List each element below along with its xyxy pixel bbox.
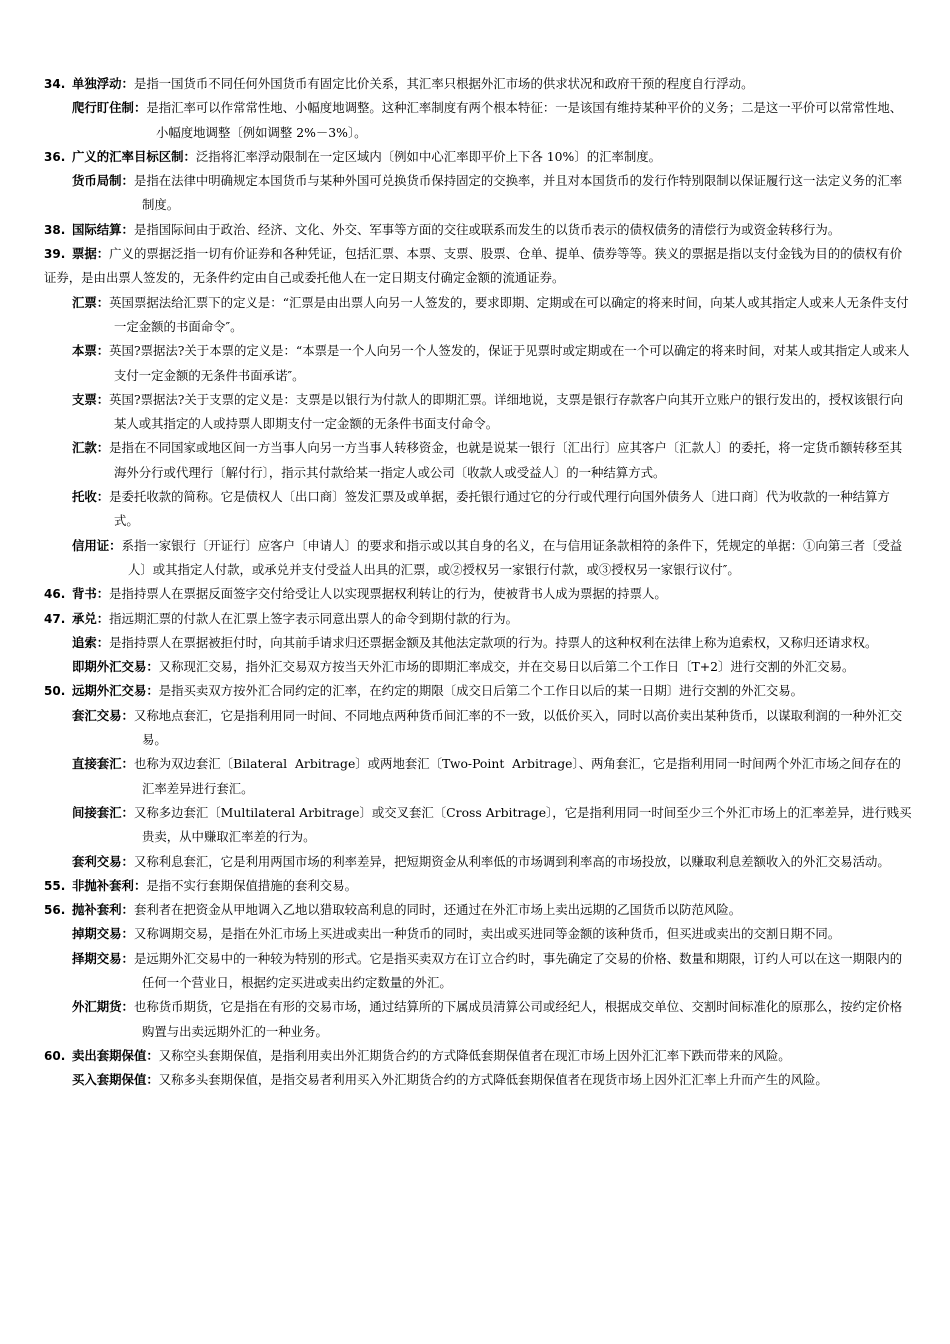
- entry-term: 非抛补套利：: [72, 877, 147, 893]
- entry-definition: 又称现汇交易，指外汇交易双方按当天外汇市场的即期汇率成交，并在交易日以后第二个工作日〔T+2〕进行交割的外汇交易。: [158, 659, 855, 675]
- entry-definition: 英国票据法给汇票下的定义是：“汇票是由出票人向另一人签发的，要求即期、定期或在可以确定的将来时间，向某人或其指定人或来人无条件支付一定金额的书面命令″。: [109, 294, 909, 334]
- entry-definition: 又称多边套汇〔Multilateral Arbitrage〕或交叉套汇〔Cross Arbitrage〕，它是指利用同一时间至少三个外汇市场上的汇率差异，进行贱买贵卖，从中赚取汇率差的行为。: [133, 804, 912, 845]
- entry-number: [44, 704, 72, 728]
- entry-definition: 是指不实行套期保值措施的套利交易。: [146, 877, 357, 893]
- glossary-entry: [44, 850, 912, 874]
- glossary-entry: [44, 874, 912, 898]
- entry-number: [44, 995, 72, 1019]
- entry-term: 票据：: [72, 246, 110, 262]
- glossary-entry: [44, 485, 912, 534]
- entry-definition: 又称利息套汇，它是利用两国市场的利率差异，把短期资金从利率低的市场调到利率高的市场投放，以赚取利息差额收入的外汇交易活动。: [133, 853, 890, 869]
- entry-term: 爬行盯住制：: [72, 100, 147, 116]
- glossary-entry: [44, 631, 912, 655]
- entry-number: 34.: [44, 77, 66, 91]
- entry-term: 套利交易：: [72, 853, 134, 869]
- entry-definition: 是指在法律中明确规定本国货币与某种外国可兑换货币保持固定的交换率，并且对本国货币的发行作特别限制以保证履行这一法定义务的汇率制度。: [133, 173, 903, 213]
- entry-number: 39.: [44, 247, 66, 262]
- entry-definition: 套利者在把资金从甲地调入乙地以猎取较高利息的同时，还通过在外汇市场上卖出远期的乙国货币以防范风险。: [133, 902, 742, 918]
- entry-term: 本票：: [72, 343, 110, 359]
- entry-number: 60.: [44, 1048, 66, 1063]
- entry-number: [44, 534, 72, 558]
- glossary-entry: [44, 607, 912, 631]
- entry-definition: 是远期外汇交易中的一种较为特别的形式。它是指买卖双方在订立合约时，事先确定了交易的价格、数量和期限，订约人可以在这一期限内的任何一个营业日，根据约定买进或卖出约定数量的外汇。: [133, 950, 903, 990]
- entry-definition: 也称货币期货，它是指在有形的交易市场，通过结算所的下属成员清算公司或经纪人，根据成交单位、交割时间标准化的原那么，按约定价格购置与出卖远期外汇的一种业务。: [133, 999, 903, 1039]
- glossary-entry: [44, 1044, 912, 1068]
- entry-number: 47.: [44, 611, 66, 626]
- entry-definition: 英国?票据法?关于支票的定义是：支票是以银行为付款人的即期汇票。详细地说，支票是银行存款客户向其开立账户的银行发出的，授权该银行向某人或其指定的人或持票人即期支付一定金额的无条件书面支付命令。: [109, 391, 904, 432]
- entry-definition: 也称为双边套汇〔Bilateral Arbitrage〕或两地套汇〔Two-Point Arbitrage〕、两角套汇，它是指利用同一时间两个外汇市场之间存在的汇率差异进行套汇。: [133, 756, 901, 796]
- entry-number: 36.: [44, 149, 66, 164]
- entry-term: 单独浮动：: [72, 76, 134, 91]
- entry-term: 货币局制：: [72, 173, 134, 189]
- entry-number: [44, 388, 72, 412]
- entry-definition: 是指一国货币不同任何外国货币有固定比价关系，其汇率只根据外汇市场的供求状况和政府干预的程度自行浮动。: [133, 76, 754, 91]
- glossary-list: [44, 72, 912, 1092]
- entry-definition: 是指在不同国家或地区间一方当事人向另一方当事人转移资金，也就是说某一银行〔汇出行〕应其客户〔汇款人〕的委托，将一定货币额转移至其海外分行或代理行〔解付行〕，指示其付款给某一指定人或公司〔收款人或受益人〕的一种结算方式。: [109, 440, 903, 480]
- entry-term: 抛补套利：: [72, 902, 134, 918]
- entry-number: 38.: [44, 222, 66, 237]
- entry-number: [44, 922, 72, 946]
- entry-term: 套汇交易：: [72, 707, 134, 723]
- glossary-entry: [44, 339, 912, 388]
- entry-term: 汇票：: [72, 294, 110, 310]
- glossary-entry: [44, 218, 912, 242]
- entry-term: 追索：: [72, 634, 110, 650]
- entry-definition: 是指汇率可以作常常性地、小幅度地调整。这种汇率制度有两个根本特征：一是该国有维持某种平价的义务；二是这一平价可以常常性地、小幅度地调整〔例如调整 2%－3%〕。: [146, 100, 903, 140]
- entry-term: 支票：: [72, 391, 110, 407]
- glossary-entry: [44, 388, 912, 437]
- entry-term: 托收：: [72, 489, 110, 505]
- glossary-entry: [44, 145, 912, 169]
- entry-number: [44, 631, 72, 655]
- entry-definition: 是指持票人在票据被拒付时，向其前手请求归还票据金额及其他法定款项的行为。持票人的这种权利在法律上称为追索权，又称归还请求权。: [109, 634, 878, 650]
- glossary-entry: [44, 801, 912, 850]
- entry-term: 买入套期保值：: [72, 1072, 159, 1088]
- entry-term: 国际结算：: [72, 221, 134, 237]
- glossary-entry: [44, 582, 912, 606]
- entry-number: [44, 485, 72, 509]
- entry-term: 信用证：: [72, 537, 122, 553]
- entry-definition: 广义的票据泛指一切有价证券和各种凭证，包括汇票、本票、支票、股票、仓单、提单、债券等等。狭义的票据是指以支付金钱为目的的债权有价证券，是由出票人签发的，无条件约定由自己或委托他人在一定日期支付确定金额的流通证券。: [44, 246, 903, 286]
- glossary-entry: [44, 291, 912, 340]
- entry-number: 55.: [44, 878, 66, 893]
- glossary-entry: [44, 436, 912, 485]
- glossary-entry: [44, 96, 912, 145]
- entry-definition: 又称多头套期保值，是指交易者利用买入外汇期货合约的方式降低套期保值者在现货市场上因外汇汇率上升而产生的风险。: [158, 1072, 828, 1088]
- glossary-entry: [44, 922, 912, 946]
- glossary-entry: [44, 169, 912, 218]
- entry-number: [44, 1068, 72, 1092]
- entry-number: 50.: [44, 684, 66, 699]
- entry-term: 间接套汇：: [72, 804, 134, 820]
- entry-number: [44, 752, 72, 776]
- entry-definition: 是指持票人在票据反面签字交付给受让人以实现票据权利转让的行为，使被背书人成为票据的持票人。: [109, 586, 667, 602]
- entry-definition: 英国?票据法?关于本票的定义是：“本票是一个人向另一个人签发的，保证于见票时或定期或在一个可以确定的将来时间，对某人或其指定人或来人支付一定金额的无条件书面承诺″。: [109, 343, 910, 383]
- entry-definition: 是指买卖双方按外汇合同约定的汇率，在约定的期限〔成交日后第二个工作日以后的某一日期〕进行交割的外汇交易。: [158, 683, 804, 699]
- glossary-entry: [44, 534, 912, 583]
- entry-number: [44, 291, 72, 315]
- entry-definition: 指远期汇票的付款人在汇票上签字表示同意出票人的命令到期付款的行为。: [109, 610, 519, 626]
- entry-number: [44, 655, 72, 679]
- entry-definition: 又称地点套汇，它是指利用同一时间、不同地点两种货币间汇率的不一致，以低价买入，同时以高价卖出某种货币，以谋取利润的一种外汇交易。: [133, 707, 903, 748]
- entry-term: 择期交易：: [72, 950, 134, 966]
- entry-term: 外汇期货：: [72, 999, 134, 1015]
- entry-term: 卖出套期保值：: [72, 1047, 159, 1063]
- glossary-entry: [44, 679, 912, 703]
- glossary-entry: [44, 1068, 912, 1092]
- entry-term: 汇款：: [72, 440, 110, 456]
- glossary-entry: [44, 655, 912, 679]
- glossary-entry: [44, 704, 912, 753]
- entry-definition: 是指国际间由于政治、经济、文化、外交、军事等方面的交往或联系而发生的以货币表示的债权债务的清偿行为或资金转移行为。: [133, 221, 841, 237]
- entry-term: 远期外汇交易：: [72, 683, 159, 699]
- glossary-entry: [44, 242, 912, 291]
- glossary-entry: [44, 72, 912, 96]
- entry-term: 掉期交易：: [72, 926, 134, 942]
- entry-number: [44, 947, 72, 971]
- entry-term: 即期外汇交易：: [72, 659, 159, 675]
- entry-number: [44, 96, 72, 120]
- entry-definition: 又称调期交易，是指在外汇市场上买进或卖出一种货币的同时，卖出或买进同等金额的该种货币，但买进或卖出的交割日期不同。: [133, 926, 841, 942]
- glossary-entry: [44, 947, 912, 996]
- entry-definition: 是委托收款的简称。它是债权人〔出口商〕签发汇票及或单据，委托银行通过它的分行或代理行向国外债务人〔进口商〕代为收款的一种结算方式。: [109, 489, 890, 529]
- entry-number: 56.: [44, 903, 66, 918]
- glossary-entry: [44, 898, 912, 922]
- entry-term: 直接套汇：: [72, 756, 134, 772]
- entry-term: 背书：: [72, 586, 110, 602]
- entry-number: [44, 850, 72, 874]
- entry-number: [44, 169, 72, 193]
- entry-number: [44, 339, 72, 363]
- entry-definition: 泛指将汇率浮动限制在一定区域内〔例如中心汇率即平价上下各 10%〕的汇率制度。: [195, 148, 662, 164]
- entry-number: 46.: [44, 587, 66, 602]
- entry-term: 广义的汇率目标区制：: [72, 148, 196, 164]
- entry-definition: 又称空头套期保值，是指利用卖出外汇期货合约的方式降低套期保值者在现汇市场上因外汇汇率下跌而带来的风险。: [158, 1047, 791, 1063]
- entry-definition: 系指一家银行〔开证行〕应客户〔申请人〕的要求和指示或以其自身的名义，在与信用证条款相符的条件下，凭规定的单据：①向第三者〔受益人〕或其指定人付款，或承兑并支付受益人出具的汇票，或②授权另一家银行付款，或③授权另一家银行议付″。: [121, 537, 903, 577]
- entry-term: 承兑：: [72, 610, 110, 626]
- glossary-entry: [44, 752, 912, 801]
- glossary-entry: [44, 995, 912, 1044]
- entry-number: [44, 801, 72, 825]
- entry-number: [44, 436, 72, 460]
